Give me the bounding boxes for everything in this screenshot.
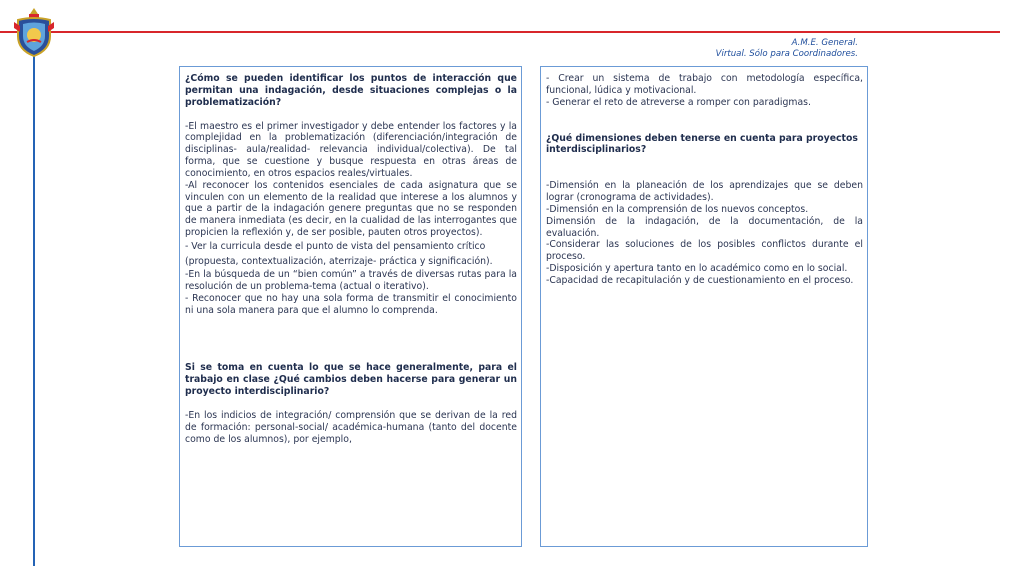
answer-paragraph-6: -En los indicios de integración/ comprensión que se derivan de la red de formación: personal-social/ académica-humana (tanto del docente como de los alumnos), por ejemplo,	[185, 409, 517, 445]
question-3: ¿Qué dimensiones deben tenerse en cuenta para proyectos interdisciplinarios?	[546, 132, 858, 156]
answer-paragraph-2: -Al reconocer los contenidos esenciales de cada asignatura que se vinculen con un elemento de la realidad que interese a los alumnos y que a partir de la indagación genere preguntas que no se responden de manera inmediata (es decir, en la cualidad de las interrogantes que propicien la reflexión y, de ser posible, pauten otros proyectos).	[185, 179, 517, 239]
answer-paragraph-5: - Reconocer que no hay una sola forma de transmitir el conocimiento ni una sola manera para que el alumno lo comprenda.	[185, 292, 517, 316]
right-paragraph-3: -Dimensión en la planeación de los aprendizajes que se deben lograr (cronograma de actividades).	[546, 180, 863, 204]
header-info	[716, 38, 858, 60]
right-paragraph-2: - Generar el reto de atreverse a romper con paradigmas.	[546, 96, 811, 108]
question-2: Si se toma en cuenta lo que se hace generalmente, para el trabajo en clase ¿Qué cambios deben hacerse para generar un proyecto interdisciplinario?	[185, 362, 517, 398]
answer-paragraph-4: -En la búsqueda de un “bien común” a través de diversas rutas para la resolución de un problema-tema (actual o iterativo).	[185, 268, 517, 292]
header-line-2: Virtual. Sólo para Coordinadores.	[715, 49, 858, 59]
answer-paragraph-1: -El maestro es el primer investigador y debe entender los factores y la complejidad en la problematización (diferenciación/integración de disciplinas- aula/realidad- relevancia individual/colectiva). De tal forma, que se cuestione y busque respuesta en otras áreas de conocimiento, en otros espacios reales/virtuales.	[185, 120, 517, 179]
left-blue-rule	[33, 36, 35, 566]
right-paragraph-4: -Dimensión en la comprensión de los nuevos conceptos.	[546, 203, 809, 215]
question-1: ¿Cómo se pueden identificar los puntos de interacción que permitan una indagación, desde situaciones complejas o la problematización?	[185, 73, 517, 108]
school-crest-icon	[12, 6, 56, 58]
header-line-1: A.M.E. General.	[791, 38, 858, 48]
right-text-box	[540, 66, 868, 547]
left-text-box	[179, 66, 522, 547]
right-paragraph-6: -Considerar las soluciones de los posibles conflictos durante el proceso.	[546, 239, 863, 263]
header-red-rule	[0, 31, 1000, 33]
right-paragraph-7: -Disposición y apertura tanto en lo académico como en lo social.	[546, 263, 848, 275]
right-paragraph-8: -Capacidad de recapitulación y de cuestionamiento en el proceso.	[546, 274, 854, 286]
answer-paragraph-3: - Ver la curricula desde el punto de vista del pensamiento crítico (propuesta, contextualización, aterrizaje- práctica y significación).	[185, 240, 493, 267]
right-paragraph-5: Dimensión de la indagación, de la documentación, de la evaluación.	[546, 215, 863, 239]
right-paragraph-1: - Crear un sistema de trabajo con metodología específica, funcional, lúdica y motivacional.	[546, 73, 863, 96]
